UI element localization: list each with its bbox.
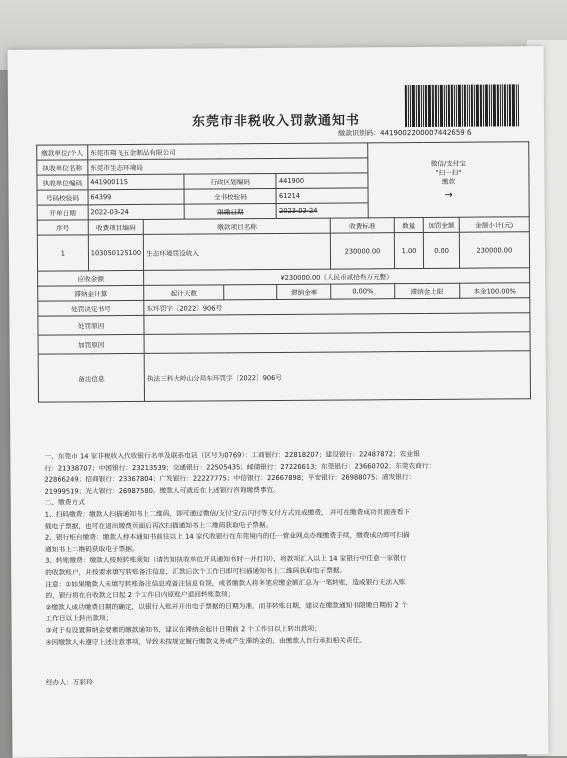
region-label: 行政区划编码	[184, 174, 277, 190]
note-line: 一、东莞市 14 家非税收入代收银行名单及联系电话（区号为0769）：工商银行：22818207；建设银行：22487872；农业银	[44, 450, 420, 461]
item-extra: 0.00	[424, 232, 460, 268]
note-line: 工作日以上转出款项；	[45, 614, 113, 623]
late-rate-value: 0.00%	[331, 284, 394, 299]
issue-date-value: 2022-03-24	[88, 204, 184, 220]
exec-code-label: 执收单位编码	[37, 175, 88, 190]
document-title: 东莞市非税收入罚款通知书	[191, 113, 361, 130]
note-line: 的收款账户，并按要求填写转账备注信息，汇款后次个工作日即可扫描通知书上二维码获取电子票据。	[45, 566, 347, 577]
remarks-value: 执法三科大岭山分局东环罚字〔2022〕906号	[144, 351, 530, 402]
penalty-reason-label: 处罚原因	[38, 315, 144, 335]
note-line: ②缴款人成功缴费日期的确定，以银行入账并开出电子票据的日期为准，而非转账日期，建议在缴款通知书限缴日期前 2 个	[45, 600, 408, 612]
item-code: 103050125100	[88, 234, 144, 270]
exec-code-value: 441900115	[88, 174, 184, 190]
amount-due-value: ¥230000.00（人民币贰拾叁万元整）	[144, 268, 530, 286]
payer-label: 缴款单位/个人	[37, 145, 88, 160]
late-start-label: 起计天数	[144, 285, 224, 301]
agent-line	[46, 676, 93, 686]
payment-id-label: 缴款识别码：	[338, 129, 381, 138]
note-line: 二、缴费方式	[44, 498, 85, 508]
full-check-label: 全书校验码	[184, 189, 277, 205]
payment-id-value: 4419002200007442659 6	[380, 128, 472, 138]
exec-unit-value: 东莞市生态环境局	[88, 158, 368, 175]
note-line: 1、扫码缴费：缴款人扫描通知书上二维码，即可通过微信/支付宝/云闪付等支付方式完成缴费， 并可在缴费成功页面查看下	[44, 508, 411, 519]
decision-label: 处罚决定书号	[38, 300, 144, 316]
note-line: ④因缴款人未遵守上述注意事项，导致未按规定履行缴款义务或产生滞纳金的，由缴款人自行承担相关责任。	[45, 635, 367, 647]
col-header-qty: 数量	[394, 217, 424, 232]
arrow-icon: →	[444, 189, 453, 201]
region-value: 441900	[276, 173, 368, 189]
item-name: 生态环境罚没收入	[143, 233, 331, 270]
note-line: 载电子票据，也可在退出缴费页面后再次扫描通知书上二维码获取电子票据。	[44, 520, 273, 531]
agent-name: 万彩玲	[72, 678, 93, 687]
note-line: 22866249；招商银行：23367804；广发银行：22227775；中信银行：22667898；平安银行：26988075；浦发银行：	[44, 473, 416, 484]
item-no: 1	[37, 235, 88, 271]
late-cap-value: 本金100.00%	[460, 283, 530, 298]
notice-paper	[8, 46, 549, 758]
item-subtotal: 230000.00	[459, 232, 529, 268]
note-line: 21999519；光大银行：26987580。缴款人可就近在上述银行咨询缴费事宜。	[44, 485, 280, 496]
item-standard: 230000.00	[331, 233, 395, 269]
col-header-extra: 加罚金额	[424, 217, 460, 232]
note-line: 的，银行将在自收款之日起 2 个工作日内原账户退回转账款项；	[45, 590, 235, 600]
agent-label: 经办人：	[45, 678, 73, 687]
decision-value: 东环罚字〔2022〕906号	[144, 298, 530, 316]
qr-pay-cell	[368, 142, 529, 218]
deadline-value: 2023-03-24	[277, 203, 369, 219]
note-line: 通知书上二维码获取电子票据。	[44, 544, 139, 554]
col-header-code: 收费项目编码	[88, 219, 143, 234]
qr-label-2: "扫一扫"	[435, 168, 462, 177]
late-fee-label: 滞纳金计算	[38, 285, 144, 301]
qr-label-1: 微信/支付宝	[430, 159, 466, 168]
payer-value: 东莞市翔飞五金制品有限公司	[88, 143, 368, 160]
notice-table	[36, 141, 531, 402]
col-header-name: 缴款项目名称	[143, 218, 330, 234]
late-start-value	[224, 285, 278, 300]
exec-unit-label: 执收单位名称	[37, 160, 88, 175]
deadline-label: 限缴日期	[184, 204, 277, 220]
item-row	[37, 232, 529, 271]
note-line: 注意：①如果缴款人未填写转账备注信息或备注信息有误，或者缴款人将多笔应缴金额汇总为一笔转账，造成银行无法入账	[45, 577, 406, 589]
col-header-subtotal: 金额小计(元)	[459, 217, 529, 232]
extra-reason-label: 加罚原因	[38, 334, 144, 354]
col-header-standard: 收费标准	[331, 218, 394, 233]
issue-date-label: 开单日期	[37, 205, 88, 220]
amount-due-label: 应收金额	[38, 270, 144, 286]
late-cap-label: 滞纳金上限	[394, 283, 459, 298]
qr-label-3: 缴款	[441, 177, 456, 186]
note-line: 3、转账缴费：缴款人按照转账须知（请告知执收单位开具通知书时一并打印），将款项汇入以上 14 家银行中任意一家银行	[45, 554, 407, 565]
notes-section	[44, 448, 531, 648]
check-label: 号码校验码	[37, 190, 88, 205]
col-header-no: 序号	[37, 220, 88, 235]
full-check-value: 61214	[276, 188, 368, 204]
payment-id	[338, 128, 471, 139]
item-qty: 1.00	[394, 232, 424, 268]
note-line: 行：21338707；中国银行：23213539；交通银行：22505435；邮储银行：27226613；东莞银行：23660702；东莞农商行：	[44, 461, 436, 473]
check-value: 64399	[88, 189, 184, 205]
remarks-label: 备注信息	[38, 353, 144, 402]
note-line: 2、银行柜台缴费：缴款人持本通知书前往以上 14 家代收银行在东莞境内的任一营业网点办理缴费手续，缴费成功即可扫描	[44, 531, 410, 542]
note-line: ③对于有设置滞纳金要素的缴款通知书，建议在滞纳金起计日期前 2 个工作日以上转出款项；	[45, 624, 321, 635]
late-rate-label: 滞纳金率	[277, 284, 331, 299]
